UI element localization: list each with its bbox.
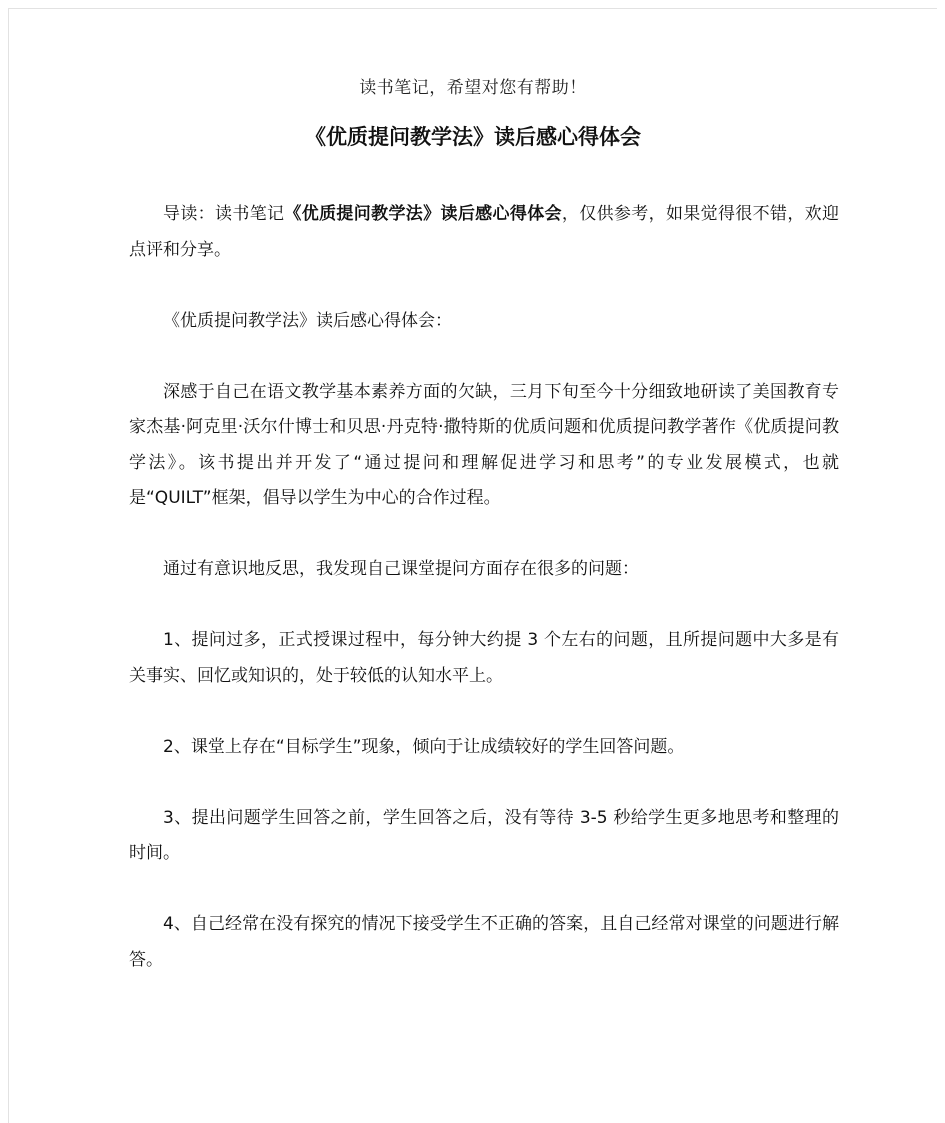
section-heading: 《优质提问教学法》读后感心得体会： — [163, 310, 452, 331]
list-item-3: 3、提出问题学生回答之前，学生回答之后，没有等待 3-5 秒给学生更多地思考和整理的时间。 — [129, 807, 839, 863]
intro-suffix: ，仅供参考，如果觉得很不错，欢迎点评和分享。 — [129, 204, 840, 260]
document-body — [129, 197, 839, 1014]
paragraph-background: 深感于自己在语文教学基本素养方面的欠缺，三月下旬至今十分细致地研读了美国教育专家杰基·阿克里·沃尔什博士和贝思·丹克特·撒特斯的优质问题和优质提问教学著作《优质提问教学法》。该书提出并开发了“通过提问和理解促进学习和思考”的专业发展模式，也就是“QUILT”框架，倡导以学生为中心的合作过程。 — [129, 381, 839, 508]
list-item-4: 4、自己经常在没有探究的情况下接受学生不正确的答案，且自己经常对课堂的问题进行解答。 — [129, 914, 839, 970]
paragraph-reflection: 通过有意识地反思，我发现自己课堂提问方面存在很多的问题： — [163, 559, 639, 579]
list-item-1: 1、提问过多，正式授课过程中，每分钟大约提 3 个左右的问题，且所提问题中大多是有关事实、回忆或知识的，处于较低的认知水平上。 — [129, 630, 839, 686]
document-page — [8, 8, 937, 1123]
intro-paragraph — [129, 197, 839, 268]
header-note: 读书笔记，希望对您有帮助！ — [359, 78, 587, 98]
intro-bold-title: 《优质提问教学法》读后感心得体会 — [284, 204, 562, 224]
list-item-2: 2、课堂上存在“目标学生”现象，倾向于让成绩较好的学生回答问题。 — [163, 736, 685, 757]
page-title: 《优质提问教学法》读后感心得体会 — [305, 125, 641, 149]
intro-prefix: 导读：读书笔记 — [163, 204, 285, 224]
